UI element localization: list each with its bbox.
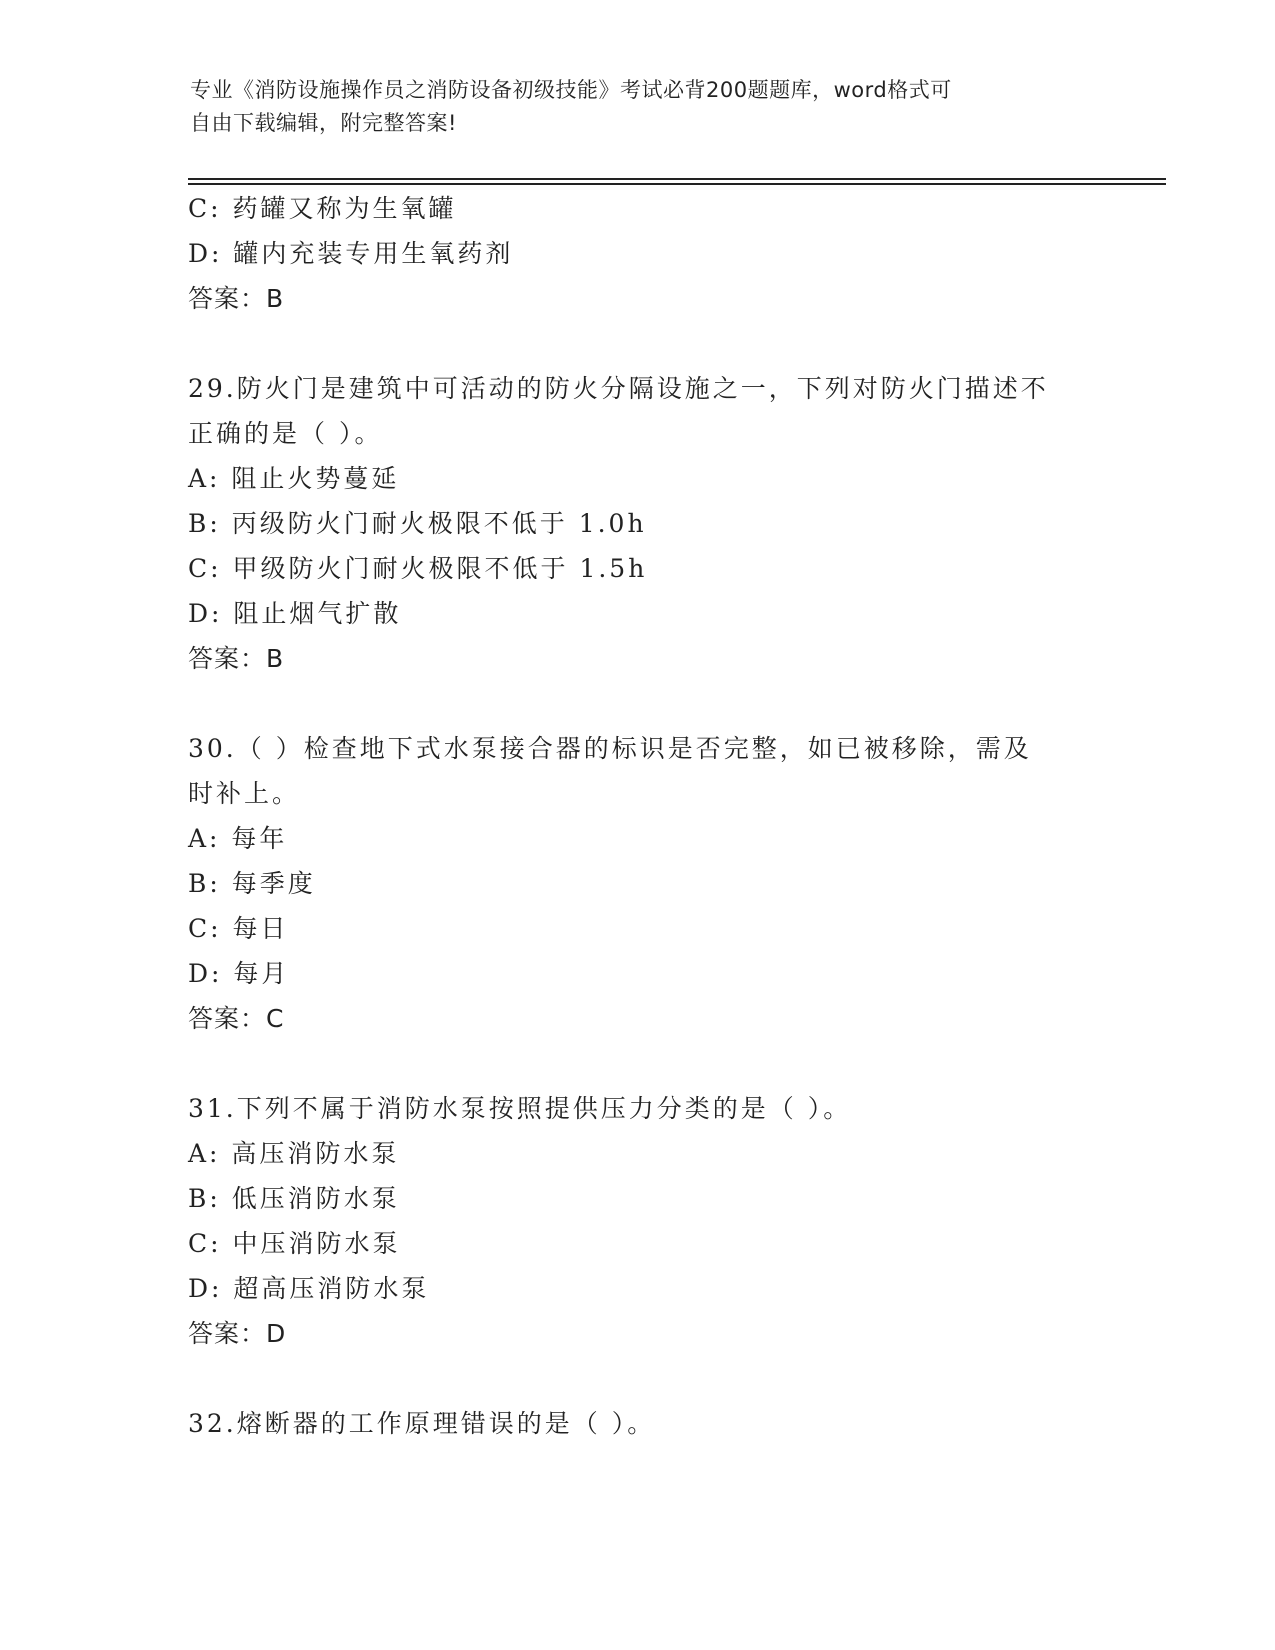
q29-option-d: D: 阻止烟气扩散 bbox=[188, 599, 402, 628]
header-divider-top bbox=[188, 178, 1166, 180]
header-divider-bottom bbox=[188, 183, 1166, 185]
prev-answer: 答案：B bbox=[188, 284, 285, 313]
q30-option-b: B: 每季度 bbox=[188, 869, 316, 898]
q32-stem-line-1: 32.熔断器的工作原理错误的是（ ）。 bbox=[188, 1409, 656, 1438]
prev-option-c: C: 药罐又称为生氧罐 bbox=[188, 194, 457, 223]
q31-option-b: B: 低压消防水泵 bbox=[188, 1184, 400, 1213]
q29-option-b: B: 丙级防火门耐火极限不低于 1.0h bbox=[188, 509, 647, 538]
q31-option-d: D: 超高压消防水泵 bbox=[188, 1274, 430, 1303]
header-line-1: 专业《消防设施操作员之消防设备初级技能》考试必背200题题库，word格式可 bbox=[190, 78, 952, 102]
q31-option-c: C: 中压消防水泵 bbox=[188, 1229, 401, 1258]
q31-stem-line-1: 31.下列不属于消防水泵按照提供压力分类的是（ ）。 bbox=[188, 1094, 852, 1123]
q29-answer: 答案：B bbox=[188, 644, 285, 673]
q30-stem-line-2: 时补上。 bbox=[188, 779, 301, 808]
q30-option-a: A: 每年 bbox=[188, 824, 288, 853]
q29-stem-line-2: 正确的是（ ）。 bbox=[188, 419, 383, 448]
q31-option-a: A: 高压消防水泵 bbox=[188, 1139, 400, 1168]
q29-stem-line-1: 29.防火门是建筑中可活动的防火分隔设施之一，下列对防火门描述不 bbox=[188, 374, 1049, 403]
prev-option-d: D: 罐内充装专用生氧药剂 bbox=[188, 239, 514, 268]
q30-option-c: C: 每日 bbox=[188, 914, 289, 943]
header-line-2: 自由下载编辑，附完整答案! bbox=[190, 111, 457, 135]
q29-option-c: C: 甲级防火门耐火极限不低于 1.5h bbox=[188, 554, 648, 583]
q30-stem-line-1: 30.（ ）检查地下式水泵接合器的标识是否完整，如已被移除，需及 bbox=[188, 734, 1032, 763]
document-header bbox=[190, 74, 1090, 140]
q30-option-d: D: 每月 bbox=[188, 959, 290, 988]
q31-answer: 答案：D bbox=[188, 1319, 287, 1348]
q29-option-a: A: 阻止火势蔓延 bbox=[188, 464, 400, 493]
q30-answer: 答案：C bbox=[188, 1004, 285, 1033]
